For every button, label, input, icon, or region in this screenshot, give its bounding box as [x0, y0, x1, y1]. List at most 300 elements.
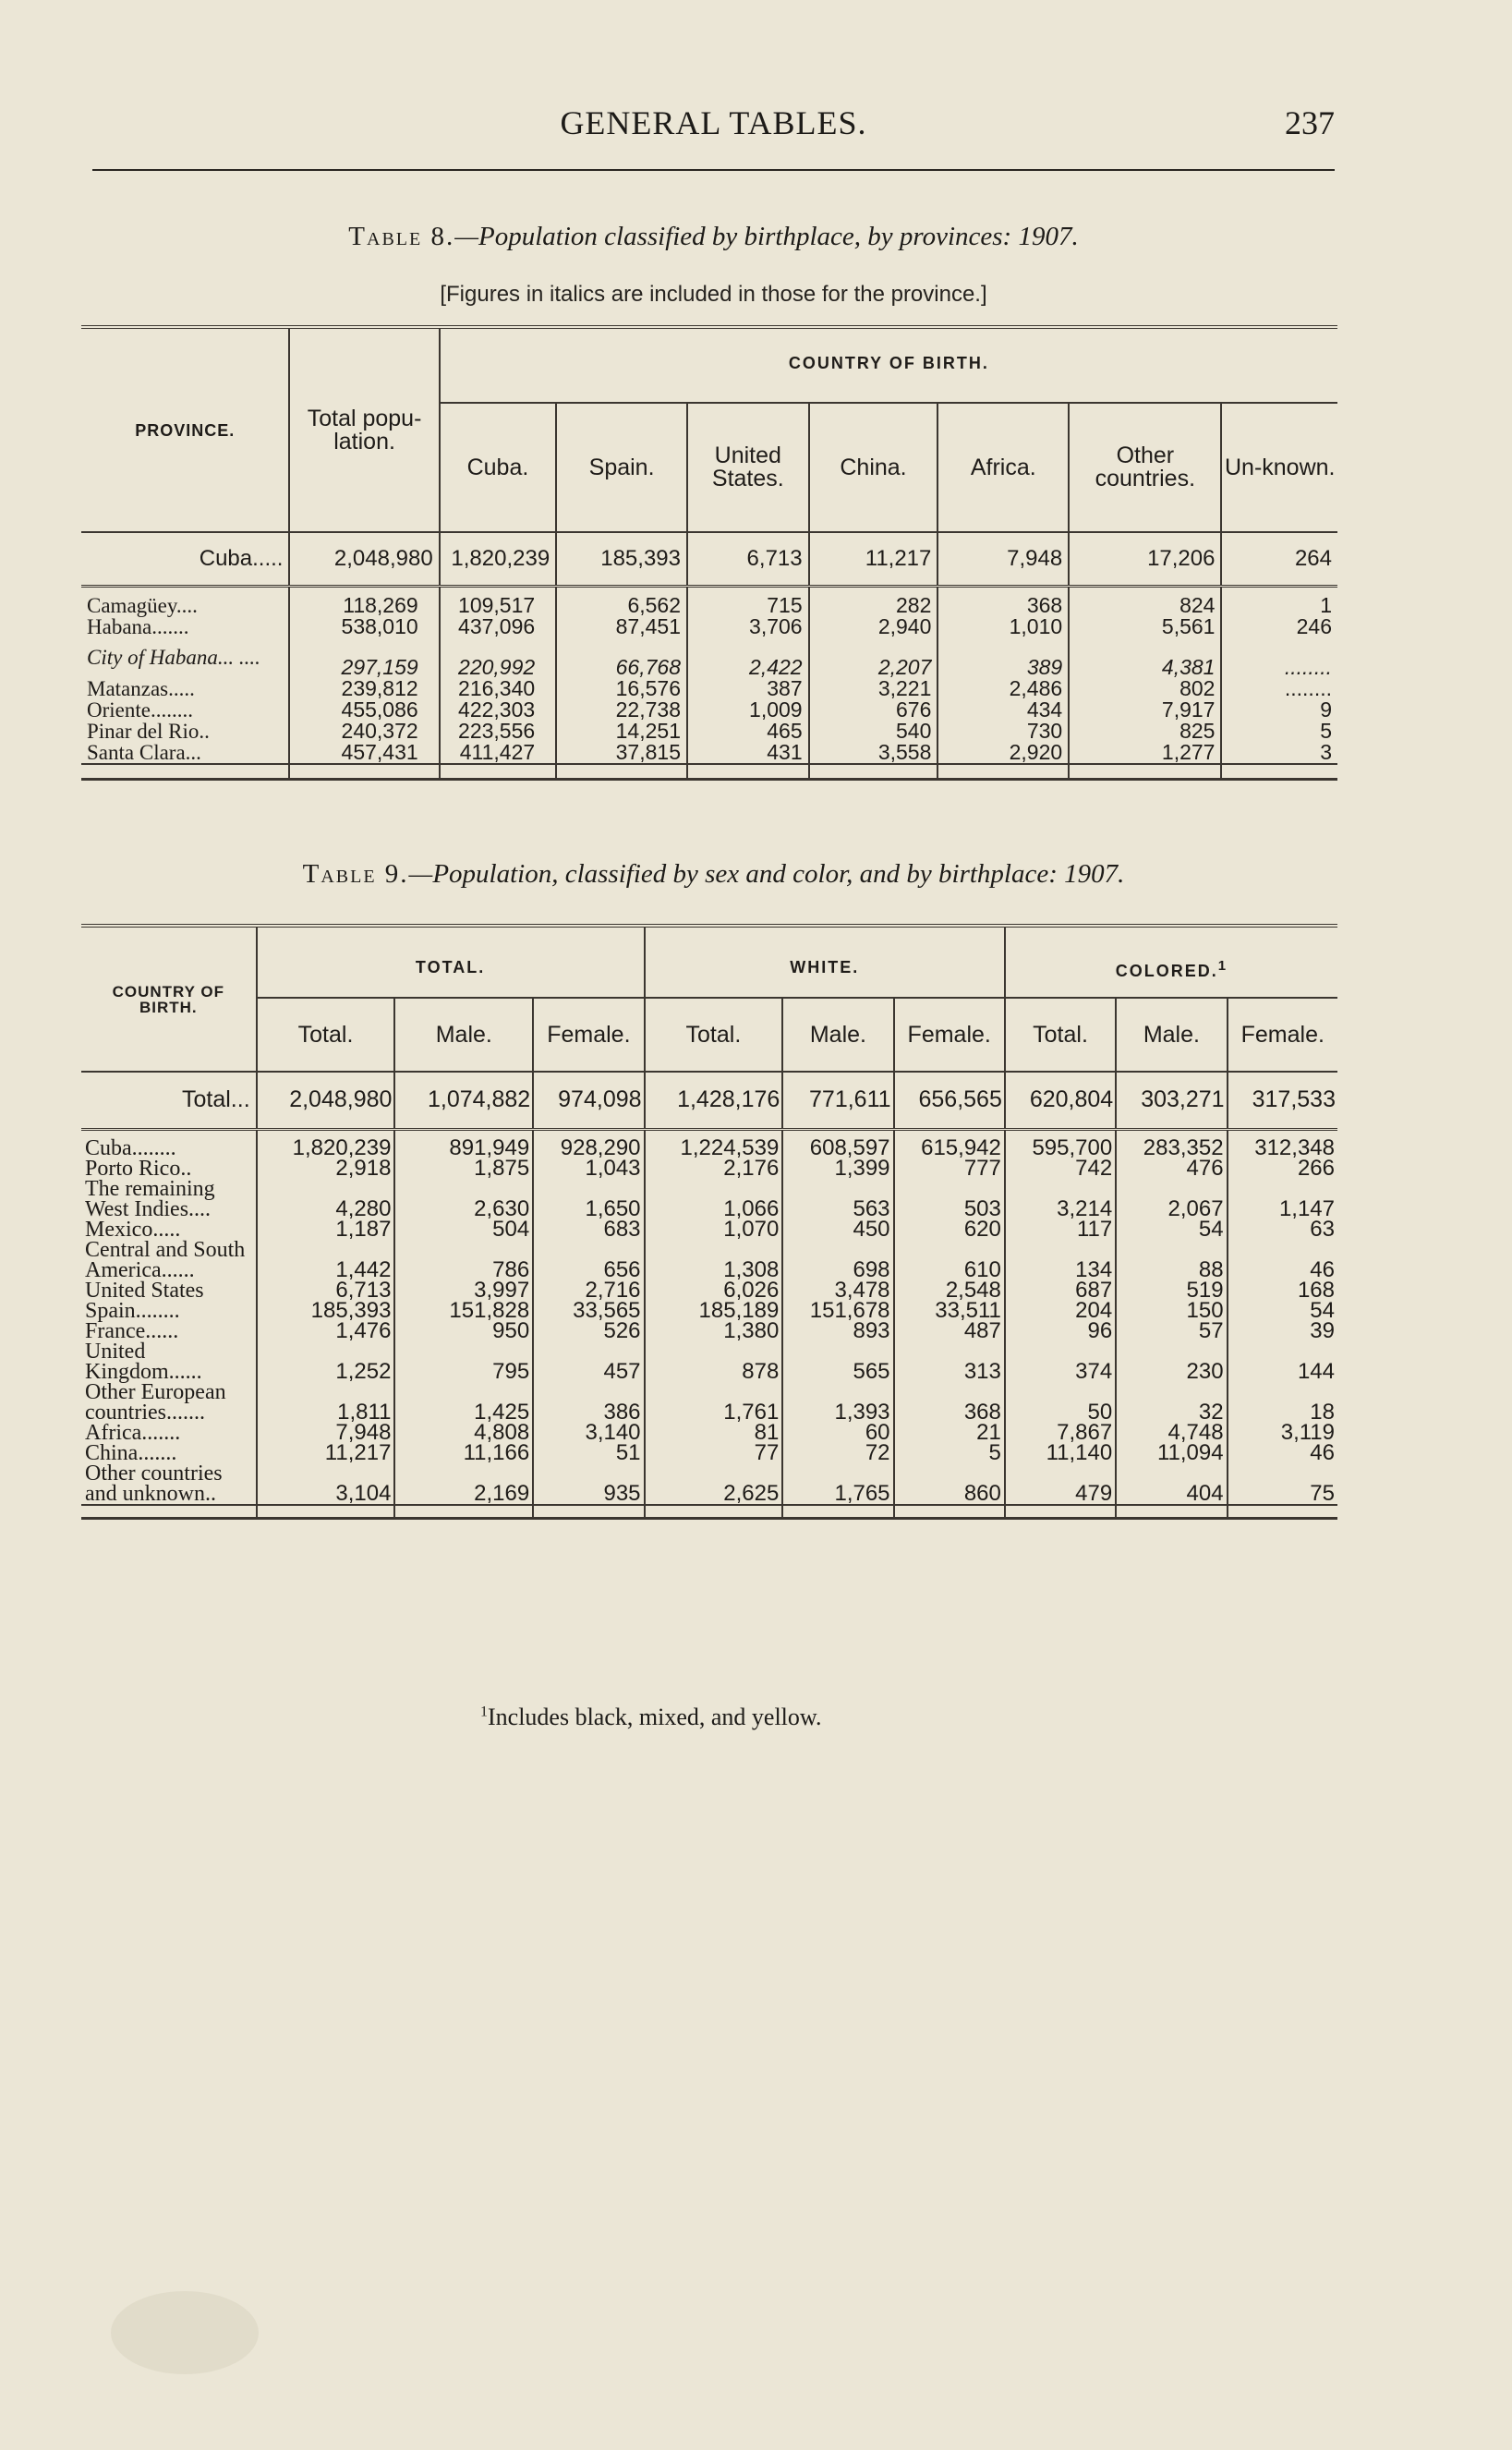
table9-cell: 1,066 — [645, 1179, 783, 1219]
table9-cell: 11,166 — [394, 1443, 533, 1463]
table9-group-white: WHITE. — [645, 926, 1005, 998]
table9-cell: 1,380 — [645, 1321, 783, 1341]
table9-cell: 117 — [1005, 1219, 1116, 1240]
table8-row-name: City of Habana... .... — [81, 637, 289, 678]
table9-cell: 608,597 — [782, 1138, 893, 1158]
table8-cell: 457,431 — [289, 742, 439, 764]
table9-total-row — [81, 1072, 1337, 1129]
table9-cell: 503 — [894, 1179, 1005, 1219]
table9-cell: 935 — [533, 1463, 644, 1505]
table9-cell: 57 — [1116, 1321, 1227, 1341]
table8-total-cell: 17,206 — [1069, 532, 1221, 586]
table9-row — [81, 1423, 1337, 1443]
table8-col-header: United States. — [687, 403, 809, 532]
table9-cell: 1,070 — [645, 1219, 783, 1240]
table9-cell: 134 — [1005, 1240, 1116, 1280]
table9-cell: 204 — [1005, 1301, 1116, 1321]
table8-cell: 540 — [809, 721, 938, 742]
table9-row-name: Mexico..... — [81, 1219, 257, 1240]
header-rule — [92, 169, 1335, 171]
table9-col-header: Female. — [894, 998, 1005, 1072]
table9-cell: 6,026 — [645, 1280, 783, 1301]
table8-row-name: Camagüey.... — [81, 595, 289, 616]
table9-cell: 3,997 — [394, 1280, 533, 1301]
table9-cell: 2,716 — [533, 1280, 644, 1301]
table9-pad-cell — [533, 1505, 644, 1518]
table9-cell: 11,094 — [1116, 1443, 1227, 1463]
table8-province-header: PROVINCE. — [81, 327, 289, 532]
table8-cell: 220,992 — [440, 637, 557, 678]
table9-row-name: Total... — [81, 1072, 257, 1129]
table8-cell: 239,812 — [289, 678, 439, 699]
table9-cell: 283,352 — [1116, 1138, 1227, 1158]
table8-row — [81, 637, 1337, 678]
table8-cell: 118,269 — [289, 595, 439, 616]
table9-cell: 77 — [645, 1443, 783, 1463]
table8-row-name: Pinar del Rio.. — [81, 721, 289, 742]
table8-col-header: Africa. — [937, 403, 1069, 532]
table8-cell: 434 — [937, 699, 1069, 721]
table9-colored-label: COLORED. — [1115, 962, 1218, 980]
table8-row-name: Habana....... — [81, 616, 289, 637]
table8-cell: 5 — [1320, 719, 1332, 743]
table8-pad-cell — [1069, 764, 1221, 779]
table9-cell: 81 — [645, 1423, 783, 1443]
table9-cell: 3,478 — [782, 1280, 893, 1301]
table9-row — [81, 1382, 1337, 1423]
table9-cell: 1,875 — [394, 1158, 533, 1179]
table8-total-cell: 2,048,980 — [289, 532, 439, 586]
table9-cell: 312,348 — [1254, 1135, 1335, 1160]
table9-pad-cell — [81, 1505, 257, 1518]
table9-pad-cell — [394, 1505, 533, 1518]
table9-total-cell: 771,611 — [782, 1072, 893, 1129]
table9-cell: 687 — [1005, 1280, 1116, 1301]
table8-cell: 715 — [687, 595, 809, 616]
table9-row — [81, 1240, 1337, 1280]
table8-total-cell: 11,217 — [809, 532, 938, 586]
table9-row-name: Other countries and unknown.. — [81, 1463, 257, 1505]
table8-row-name: Cuba..... — [81, 532, 289, 586]
table9-cell: 230 — [1116, 1341, 1227, 1382]
table9-cell: 742 — [1005, 1158, 1116, 1179]
table9-cell: 368 — [894, 1382, 1005, 1423]
table9-cell: 3,214 — [1005, 1179, 1116, 1219]
table8-body — [81, 532, 1337, 779]
table9-group-colored — [1005, 926, 1337, 998]
table9-cell: 1,820,239 — [257, 1138, 395, 1158]
table8-bottom-pad — [81, 764, 1337, 779]
table8-pad-cell — [937, 764, 1069, 779]
table9-bottom-pad — [81, 1505, 1337, 1518]
table9-cell: 1,442 — [257, 1240, 395, 1280]
table8-cell: 465 — [687, 721, 809, 742]
table9-cell: 777 — [894, 1158, 1005, 1179]
table9-cell: 595,700 — [1005, 1138, 1116, 1158]
table9-row-name: The remaining West Indies.... — [81, 1179, 257, 1219]
table9-cell: 11,140 — [1005, 1443, 1116, 1463]
table8-col-header: Un-known. — [1221, 403, 1337, 532]
footnote-text: Includes black, mixed, and yellow. — [488, 1704, 822, 1730]
table9-row — [81, 1443, 1337, 1463]
table8-cell: 368 — [937, 595, 1069, 616]
table9-cell: 2,625 — [645, 1463, 783, 1505]
table8-cell: 246 — [1296, 614, 1332, 638]
table8-cell: 22,738 — [556, 699, 687, 721]
table9-cell: 893 — [782, 1321, 893, 1341]
table8-col-header: Cuba. — [440, 403, 557, 532]
table8-cell: 14,251 — [556, 721, 687, 742]
table9-group-total: TOTAL. — [257, 926, 645, 998]
table9-cell: 4,748 — [1116, 1423, 1227, 1443]
table9-cell: 7,948 — [257, 1423, 395, 1443]
table9-col-header: Total. — [1005, 998, 1116, 1072]
table9-cell: 2,630 — [394, 1179, 533, 1219]
table9-cell: 266 — [1297, 1156, 1335, 1181]
table9-cell: 51 — [533, 1443, 644, 1463]
table9-pad-cell — [1116, 1505, 1227, 1518]
table9-cell: 1,393 — [782, 1382, 893, 1423]
table8-cell: 431 — [687, 742, 809, 764]
table9-cell: 1,308 — [645, 1240, 783, 1280]
table9-cell: 39 — [1310, 1318, 1335, 1343]
table9-cell: 950 — [394, 1321, 533, 1341]
table9-row-name: Spain........ — [81, 1301, 257, 1321]
table8-cell: 437,096 — [440, 616, 557, 637]
table8-label: Table 8. — [348, 222, 455, 251]
table9-cell: 72 — [782, 1443, 893, 1463]
table8-row — [81, 616, 1337, 637]
table9-cell: 1,811 — [257, 1382, 395, 1423]
table9-cell: 168 — [1297, 1278, 1335, 1303]
table9-cell: 21 — [894, 1423, 1005, 1443]
table9-cell: 615,942 — [894, 1138, 1005, 1158]
table8-row — [81, 678, 1337, 699]
table9-cell: 144 — [1297, 1359, 1335, 1384]
table8-cell: 240,372 — [289, 721, 439, 742]
table9-cell: 479 — [1005, 1463, 1116, 1505]
table8-spacer — [81, 586, 1337, 595]
table9-cell: 928,290 — [533, 1138, 644, 1158]
table8-row — [81, 699, 1337, 721]
table9-cell: 1,425 — [394, 1382, 533, 1423]
table8-cell: 3,706 — [687, 616, 809, 637]
table8-cell: 297,159 — [289, 637, 439, 678]
table8-cell: 7,917 — [1069, 699, 1221, 721]
table9-title — [92, 859, 1335, 890]
table8-pad-cell — [289, 764, 439, 779]
table9-cell: 6,713 — [257, 1280, 395, 1301]
table9-colored-footnote-marker: 1 — [1217, 958, 1228, 974]
table9-cell: 565 — [782, 1341, 893, 1382]
table8-cell: 802 — [1069, 678, 1221, 699]
table9-cell: 33,565 — [533, 1301, 644, 1321]
table8-cell: 66,768 — [556, 637, 687, 678]
table8-cell: 2,422 — [687, 637, 809, 678]
table8-pad-cell — [556, 764, 687, 779]
table9-cell: 313 — [894, 1341, 1005, 1382]
table9-cell: 476 — [1116, 1158, 1227, 1179]
table8-col-header: China. — [809, 403, 938, 532]
table9-total-cell: 656,565 — [894, 1072, 1005, 1129]
table9-cell: 60 — [782, 1423, 893, 1443]
table9-cell: 1,761 — [645, 1382, 783, 1423]
table8-cell: 3 — [1221, 742, 1337, 764]
table9-subheader-row — [81, 998, 1337, 1072]
table9-cell: 4,808 — [394, 1423, 533, 1443]
table9-col-header: Male. — [1116, 998, 1227, 1072]
table8-cell: 87,451 — [556, 616, 687, 637]
table9-cell: 1,187 — [257, 1219, 395, 1240]
table9 — [81, 924, 1337, 1520]
table9-row-name: Cuba........ — [81, 1138, 257, 1158]
table9-pad-cell — [894, 1505, 1005, 1518]
table9-cell: 698 — [782, 1240, 893, 1280]
table9-total-cell: 1,074,882 — [394, 1072, 533, 1129]
table9-cell: 563 — [782, 1179, 893, 1219]
table8-cell: 824 — [1069, 595, 1221, 616]
table9-row — [81, 1321, 1337, 1341]
table8-cell: 455,086 — [289, 699, 439, 721]
table9-pad-cell — [257, 1505, 395, 1518]
table8-cell: 6,562 — [556, 595, 687, 616]
table9-cell: 610 — [894, 1240, 1005, 1280]
table8-cell: 9 — [1320, 697, 1332, 722]
table9-cell: 450 — [782, 1219, 893, 1240]
table8-row-name: Matanzas..... — [81, 678, 289, 699]
table9-cell: 860 — [894, 1463, 1005, 1505]
table9-body — [81, 1072, 1337, 1518]
table9-cell: 63 — [1310, 1217, 1335, 1242]
table8-cell: 223,556 — [440, 721, 557, 742]
table9-cell: 4,280 — [257, 1179, 395, 1219]
table9-cell: 795 — [394, 1341, 533, 1382]
table9-cell: 5 — [894, 1443, 1005, 1463]
table9-cell: 386 — [533, 1382, 644, 1423]
table8-note: [Figures in italics are included in those for the province.] — [440, 282, 987, 307]
table8-cell: 3,221 — [809, 678, 938, 699]
table9-row — [81, 1219, 1337, 1240]
table9-cell: 374 — [1005, 1341, 1116, 1382]
table8-cell: 1,010 — [937, 616, 1069, 637]
table8-cell: 411,427 — [440, 742, 557, 764]
table8-row-name: Santa Clara... — [81, 742, 289, 764]
table9-row — [81, 1179, 1337, 1219]
table9-row-name: Central and South America...... — [81, 1240, 257, 1280]
table8-row-name: Oriente........ — [81, 699, 289, 721]
table9-cell: 46 — [1310, 1257, 1335, 1282]
table8-caption: —Population classified by birthplace, by provinces: 1907. — [454, 222, 1079, 251]
table8-total-cell: 264 — [1221, 532, 1337, 586]
table8-cell: 3,558 — [809, 742, 938, 764]
table9-col-header: Male. — [394, 998, 533, 1072]
table9-cell: 1,399 — [782, 1158, 893, 1179]
table9-cell: 11,217 — [257, 1443, 395, 1463]
table8-pad-cell — [687, 764, 809, 779]
table9-total-cell: 974,098 — [533, 1072, 644, 1129]
table8-pad-cell — [1221, 764, 1337, 779]
table9-col-header: Female. — [533, 998, 644, 1072]
table9-cell: 656 — [533, 1240, 644, 1280]
table8-cell: 2,940 — [809, 616, 938, 637]
table8-cell: 538,010 — [289, 616, 439, 637]
footnote-marker: 1 — [480, 1704, 488, 1720]
table8-cell: 730 — [937, 721, 1069, 742]
table9-cell: 88 — [1116, 1240, 1227, 1280]
table9-label: Table 9. — [302, 859, 409, 889]
table8 — [81, 325, 1337, 781]
table9-cell: 891,949 — [394, 1138, 533, 1158]
table8-cell: 5,561 — [1069, 616, 1221, 637]
table9-cell: 404 — [1116, 1463, 1227, 1505]
table8-row — [81, 742, 1337, 764]
table8-pad-cell — [440, 764, 557, 779]
table8-total-cell: 6,713 — [687, 532, 809, 586]
table9-row — [81, 1301, 1337, 1321]
table9-cell: 1,252 — [257, 1341, 395, 1382]
table9-row-name: Porto Rico.. — [81, 1158, 257, 1179]
table8-country-group-header: COUNTRY OF BIRTH. — [440, 327, 1337, 403]
table9-cell: 1,224,539 — [645, 1138, 783, 1158]
table9-cell: 786 — [394, 1240, 533, 1280]
table9-cell: 487 — [894, 1321, 1005, 1341]
table9-cell: 96 — [1005, 1321, 1116, 1341]
table8-col-header: Other countries. — [1069, 403, 1221, 532]
table9-cell: 526 — [533, 1321, 644, 1341]
table9-cell: 3,104 — [257, 1463, 395, 1505]
table8-cell: 2,207 — [809, 637, 938, 678]
table9-cell: 2,067 — [1116, 1179, 1227, 1219]
table9-cell: 46 — [1310, 1440, 1335, 1465]
running-head — [92, 103, 1335, 150]
table8-cell: 1,009 — [687, 699, 809, 721]
table9-row — [81, 1158, 1337, 1179]
table8-cell: ........ — [1284, 655, 1332, 679]
table8-pad-cell — [81, 764, 289, 779]
table9-cell: 185,393 — [257, 1301, 395, 1321]
table9-cell: 3,119 — [1280, 1420, 1335, 1445]
table8-pad-cell — [809, 764, 938, 779]
table9-cell: 32 — [1116, 1382, 1227, 1423]
table9-cell: 150 — [1116, 1301, 1227, 1321]
table9-total-cell: 317,533 — [1228, 1072, 1337, 1129]
table9-footnote — [480, 1704, 822, 1731]
table8-cell: 109,517 — [440, 595, 557, 616]
table8-cell: 16,576 — [556, 678, 687, 699]
table9-cell: 1,650 — [533, 1179, 644, 1219]
table9-row — [81, 1138, 1337, 1158]
page-number: 237 — [1285, 104, 1335, 141]
table9-cell: 151,678 — [782, 1301, 893, 1321]
table8-total-cell: 1,820,239 — [440, 532, 557, 586]
table8-total-cell: 185,393 — [556, 532, 687, 586]
table8-cell: 282 — [809, 595, 938, 616]
table9-cell: 18 — [1310, 1400, 1335, 1425]
table9-pad-cell — [782, 1505, 893, 1518]
table9-row — [81, 1463, 1337, 1505]
table9-cell: 50 — [1005, 1382, 1116, 1423]
table8-cell: ........ — [1284, 676, 1332, 700]
table9-cell: 1,765 — [782, 1463, 893, 1505]
table9-cell: 620 — [894, 1219, 1005, 1240]
paper-stain — [111, 2291, 259, 2374]
table8-row — [81, 595, 1337, 616]
table9-cell: 2,548 — [894, 1280, 1005, 1301]
table8-cell: 389 — [937, 637, 1069, 678]
table8-row — [81, 721, 1337, 742]
table9-cell: 151,828 — [394, 1301, 533, 1321]
table9-caption: —Population, classified by sex and color, and by birthplace: 1907. — [408, 859, 1125, 889]
table9-total-cell: 303,271 — [1116, 1072, 1227, 1129]
table9-pad-cell — [1228, 1505, 1337, 1518]
table9-cell: 878 — [645, 1341, 783, 1382]
table8-cell: 1,277 — [1069, 742, 1221, 764]
table8-cell: 387 — [687, 678, 809, 699]
table8-cell: 216,340 — [440, 678, 557, 699]
table9-col-header: Male. — [782, 998, 893, 1072]
table9-cell: 75 — [1228, 1463, 1337, 1505]
table9-pad-cell — [1005, 1505, 1116, 1518]
table8-cell: 4,381 — [1069, 637, 1221, 678]
table8-cell: 37,815 — [556, 742, 687, 764]
table8-total-row — [81, 532, 1337, 586]
table9-cell: 185,189 — [645, 1301, 783, 1321]
table8-cell: 1 — [1320, 593, 1332, 617]
table9-total-cell: 620,804 — [1005, 1072, 1116, 1129]
table9-cell: 1,476 — [257, 1321, 395, 1341]
table9-cell: 1,147 — [1278, 1196, 1335, 1221]
table9-cell: 504 — [394, 1219, 533, 1240]
table9-country-header: COUNTRY OF BIRTH. — [81, 926, 257, 1072]
table9-row-name: United Kingdom...... — [81, 1341, 257, 1382]
table9-col-header: Female. — [1228, 998, 1337, 1072]
table9-row-name: Africa....... — [81, 1423, 257, 1443]
table9-cell: 683 — [533, 1219, 644, 1240]
table9-cell: 1,043 — [533, 1158, 644, 1179]
table9-col-header: Total. — [645, 998, 783, 1072]
table9-cell: 54 — [1116, 1219, 1227, 1240]
table9-cell: 54 — [1310, 1298, 1335, 1323]
table8-col-header: Spain. — [556, 403, 687, 532]
table8-cell: 676 — [809, 699, 938, 721]
table9-cell: 519 — [1116, 1280, 1227, 1301]
table9-row-name: United States — [81, 1280, 257, 1301]
table9-pad-cell — [645, 1505, 783, 1518]
table9-total-cell: 1,428,176 — [645, 1072, 783, 1129]
table9-total-cell: 2,048,980 — [257, 1072, 395, 1129]
table9-row-name: China....... — [81, 1443, 257, 1463]
table9-cell: 457 — [533, 1341, 644, 1382]
table9-row-name: France...... — [81, 1321, 257, 1341]
table9-row-name: Other European countries....... — [81, 1382, 257, 1423]
table9-cell: 33,511 — [894, 1301, 1005, 1321]
table9-cell: 2,918 — [257, 1158, 395, 1179]
running-title: GENERAL TABLES. — [560, 104, 867, 141]
table9-col-header: Total. — [257, 998, 395, 1072]
table9-cell: 2,169 — [394, 1463, 533, 1505]
table9-row — [81, 1341, 1337, 1382]
table9-cell: 7,867 — [1005, 1423, 1116, 1443]
table8-title — [92, 222, 1335, 252]
table8-cell: 2,920 — [937, 742, 1069, 764]
table8-cell: 825 — [1069, 721, 1221, 742]
table8-total-cell: 7,948 — [937, 532, 1069, 586]
table8-total-header: Total popu-lation. — [289, 327, 439, 532]
table8-cell: 2,486 — [937, 678, 1069, 699]
table9-cell: 2,176 — [645, 1158, 783, 1179]
table9-cell: 3,140 — [533, 1423, 644, 1443]
table8-cell: 422,303 — [440, 699, 557, 721]
